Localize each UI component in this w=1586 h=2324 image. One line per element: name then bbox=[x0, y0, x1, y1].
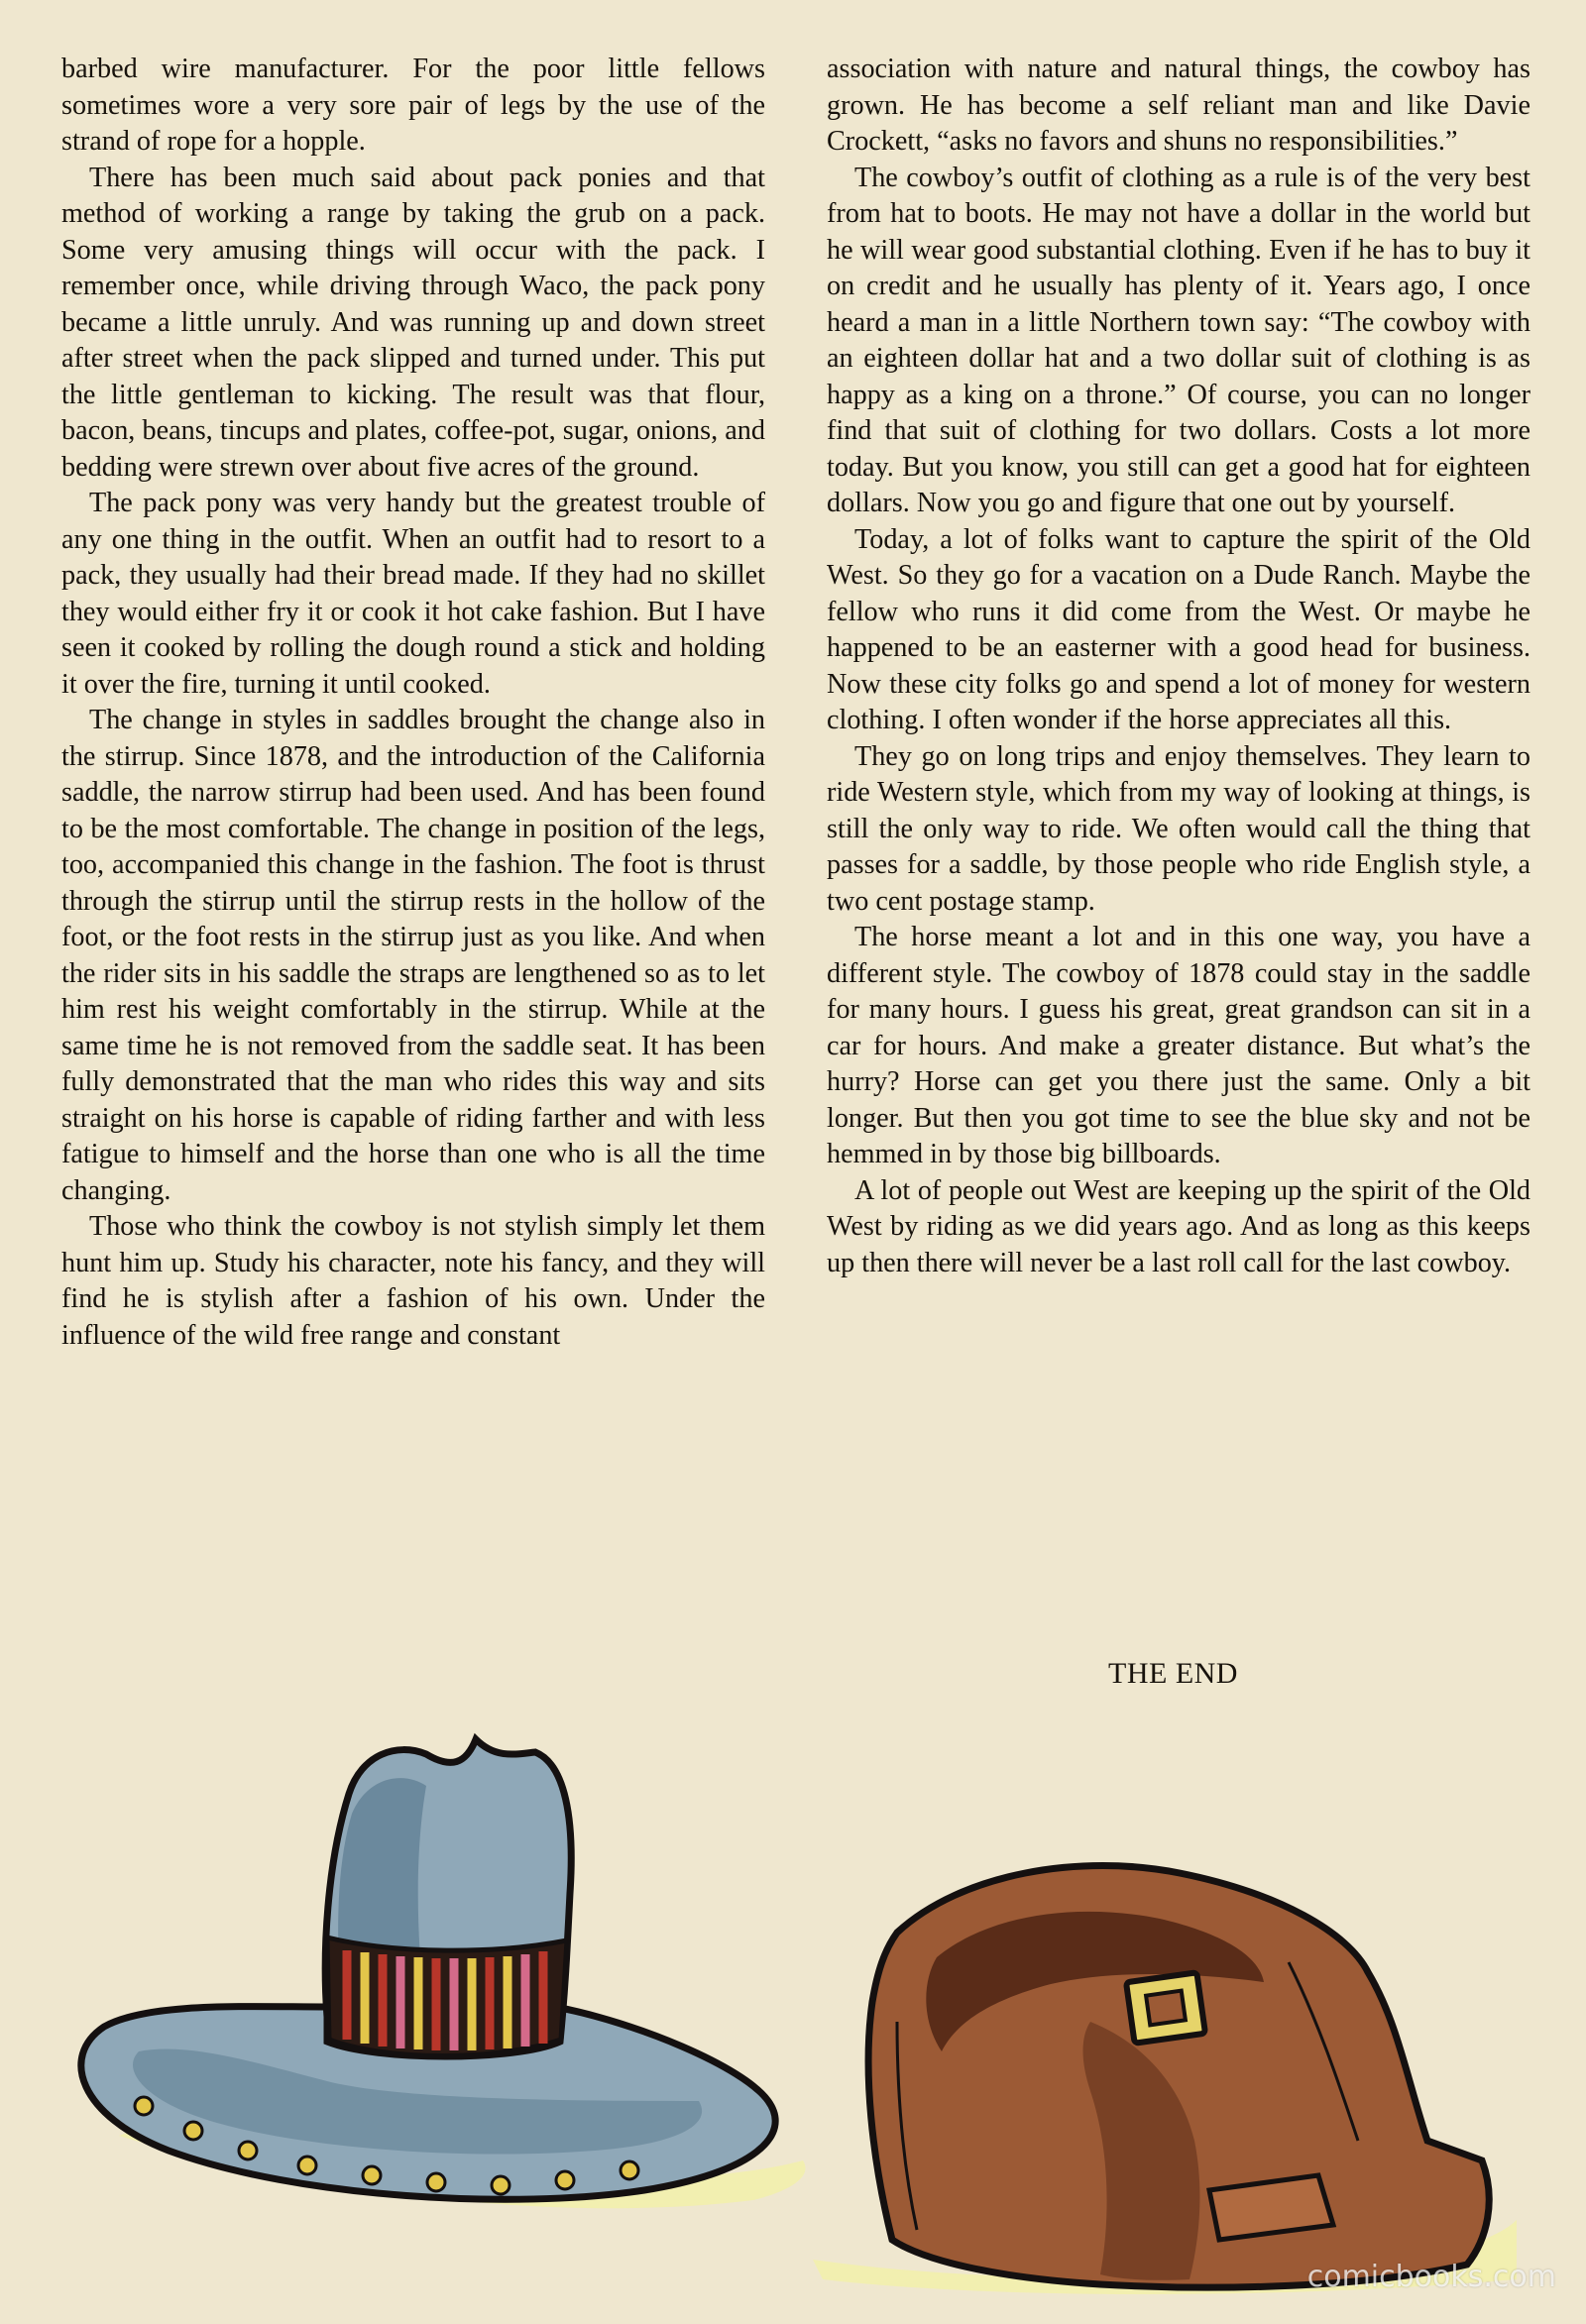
paragraph: barbed wire manufacturer. For the poor little fellows sometimes wore a very sore pair of legs by the use of the strand of rope for a hopple. bbox=[61, 54, 765, 157]
paragraph: association with nature and natural things, the cowboy has grown. He has become a self reliant man and like Davie Crockett, “asks no favors and shuns no responsibilities.” bbox=[827, 54, 1530, 157]
paragraph: The cowboy’s outfit of clothing as a rule is of the very best from hat to boots. He may not have a dollar in the world but he will wear good substantial clothing. Even if he has to buy it on credit and he usually has plenty of it. Years ago, I once heard a man in a little Northern town say: “The cowboy with an eighteen dollar hat and a two dollar suit of clothing is as happy as a king on a throne.” Of course, you can no longer find that suit of clothing for two dollars. Costs a lot more today. But you know, you still can get a good hat for eighteen dollars. Now you go and figure that one out by yourself. bbox=[827, 162, 1530, 518]
paragraph: The pack pony was very handy but the greatest trouble of any one thing in the outfit. When an outfit had to resort to a pack, they usually had their bread made. If they had no skillet they would either fry it or cook it hot cake fashion. But I have seen it cooked by rolling the dough round a stick and holding it over the fire, turning it until cooked. bbox=[61, 488, 765, 700]
paragraph: Today, a lot of folks want to capture the spirit of the Old West. So they go for a vacation on a Dude Ranch. Maybe the fellow who runs it did come from the West. Or maybe he happened to be an easterner with a good head for business. Now these city folks go and spend a lot of money for western clothing. I often wonder if the horse appreciates all this. bbox=[827, 523, 1530, 735]
paragraph: Those who think the cowboy is not stylish simply let them hunt him up. Study his character, note his fancy, and they will find he is stylish after a fashion of his own. Under the influence of the wild free range and constant bbox=[61, 1211, 765, 1351]
left-text-column bbox=[61, 52, 765, 1354]
hat-and-belt-illustration bbox=[0, 1724, 1586, 2324]
watermark-text: comicbooks.com bbox=[1306, 2260, 1556, 2294]
the-end-label: THE END bbox=[1108, 1657, 1238, 1690]
paragraph: There has been much said about pack ponies and that method of working a range by taking the grub on a pack. Some very amusing things will occur with the pack. I remember once, while driving through Waco, the pack pony became a little unruly. And was running up and down street after street when the pack slipped and turned under. This put the little gentleman to kicking. The result was that flour, bacon, beans, tincups and plates, coffee-pot, sugar, onions, and bedding were strewn over about five acres of the ground. bbox=[61, 162, 765, 483]
paragraph: They go on long trips and enjoy themselves. They learn to ride Western style, which from my way of looking at things, is still the only way to ride. We often would call the thing that passes for a saddle, by those people who ride English style, a two cent postage stamp. bbox=[827, 740, 1530, 917]
paragraph: A lot of people out West are keeping up the spirit of the Old West by riding as we did years ago. And as long as this keeps up then there will never be a last roll call for the last cowboy. bbox=[827, 1174, 1530, 1278]
paragraph: The change in styles in saddles brought the change also in the stirrup. Since 1878, and the introduction of the California saddle, the narrow stirrup had been used. And has been found to be the most comfortable. The change in position of the legs, too, accompanied this change in the fashion. The foot is thrust through the stirrup until the stirrup rests in the hollow of the foot, or the foot rests in the stirrup just as you like. And when the rider sits in his saddle the straps are lengthened so as to let him rest his weight comfortably in the stirrup. While at the same time he is not removed from the saddle seat. It has been fully demonstrated that the man who rides this way and sits straight on his horse is capable of riding farther and with less fatigue to himself and the horse than one who is all the time changing. bbox=[61, 705, 765, 1206]
paragraph: The horse meant a lot and in this one way, you have a different style. The cowboy of 1878 could stay in the saddle for many hours. I guess his great, great grandson can sit in a car for hours. And make a greater distance. But what’s the hurry? Horse can get you there just the same. Only a bit longer. But then you got time to see the blue sky and not be hemmed in by those big billboards. bbox=[827, 922, 1530, 1169]
belt-buckle bbox=[1126, 1972, 1205, 2043]
right-text-column bbox=[827, 52, 1530, 1281]
